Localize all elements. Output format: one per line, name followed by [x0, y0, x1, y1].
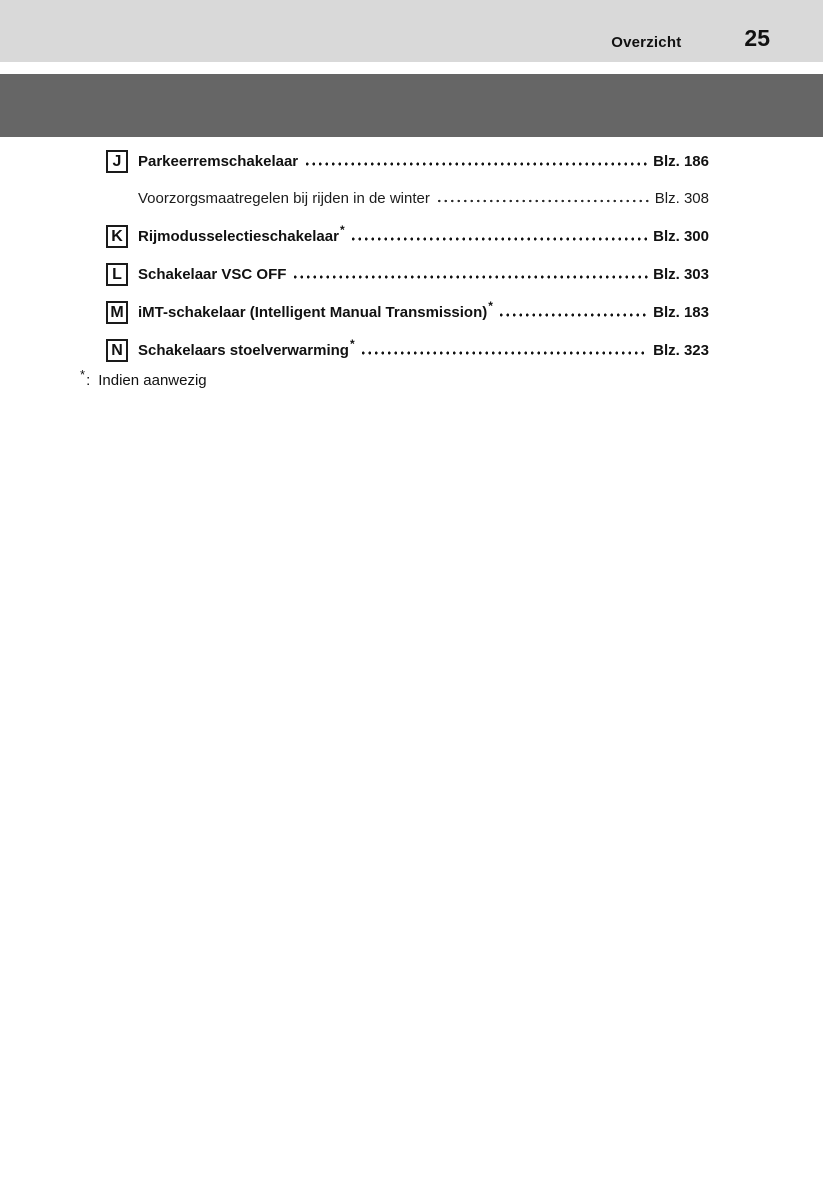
footnote: [80, 367, 823, 389]
item-label: Schakelaar VSC OFF: [138, 265, 287, 283]
item-letter-box: J: [106, 150, 128, 173]
item-asterisk: *: [339, 222, 345, 237]
item-page-ref: Blz. 323: [653, 341, 709, 359]
dot-leader: [436, 199, 650, 203]
item-letter-box: K: [106, 225, 128, 248]
item-label: Voorzorgsmaatregelen bij rijden in de winter: [138, 189, 430, 207]
toc-row-l: [106, 263, 709, 286]
dot-leader: [292, 275, 648, 279]
page-header-bar: [0, 0, 823, 62]
dot-leader: [498, 313, 648, 317]
item-letter-box: N: [106, 339, 128, 362]
item-page-ref: Blz. 186: [653, 152, 709, 170]
item-label: Rijmodusselectieschakelaar: [138, 227, 339, 245]
item-letter-box: M: [106, 301, 128, 324]
dot-leader: [304, 162, 648, 166]
footnote-asterisk: *: [80, 367, 86, 382]
item-page-ref: Blz. 183: [653, 303, 709, 321]
footnote-colon: :: [86, 372, 91, 389]
letter-box-spacer: [106, 187, 128, 210]
item-letter-box: L: [106, 263, 128, 286]
item-page-ref: Blz. 308: [654, 189, 709, 207]
section-title: Overzicht: [611, 34, 682, 51]
dot-leader: [350, 237, 649, 241]
page-number: 25: [744, 25, 770, 51]
toc-row-winter-sub: [106, 187, 709, 210]
toc-row-j: [106, 150, 709, 173]
item-page-ref: Blz. 303: [653, 265, 709, 283]
item-asterisk: *: [488, 298, 493, 313]
item-asterisk: *: [349, 336, 355, 351]
item-page-ref: Blz. 300: [653, 227, 709, 245]
item-label: Parkeerremschakelaar: [138, 152, 299, 170]
footnote-text: Indien aanwezig: [98, 372, 207, 389]
item-label: iMT-schakelaar (Intelligent Manual Transmission): [138, 303, 488, 321]
item-label: Schakelaars stoelverwarming: [138, 341, 349, 359]
toc-row-m: [106, 298, 709, 324]
toc-row-k: [106, 222, 709, 248]
section-divider-band: [0, 74, 823, 137]
overview-index-list: [0, 137, 823, 362]
dot-leader: [360, 351, 649, 355]
toc-row-n: [106, 336, 709, 362]
